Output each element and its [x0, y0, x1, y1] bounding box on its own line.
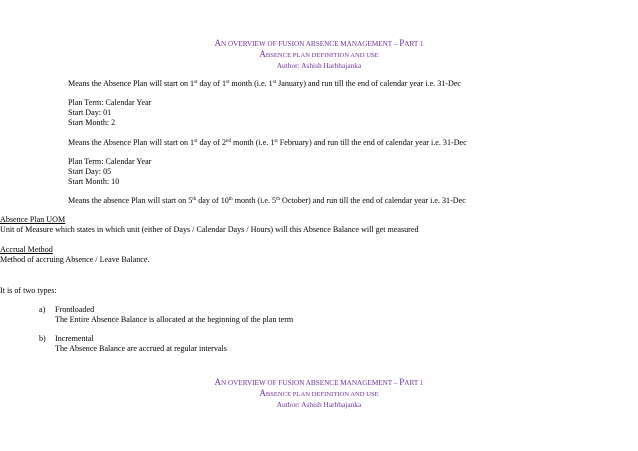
plan-start-paragraph-1: Means the Absence Plan will start on 1st day of 1st month (i.e. 1st January) and run till the end of calendar year i.e. 31-Dec	[68, 79, 462, 88]
header-author: Author: Ashish Harbhajanka	[276, 61, 362, 70]
list-item	[39, 305, 293, 325]
plan-term: Plan Term: Calendar Year	[68, 157, 152, 166]
header-subtitle: ABSENCE PLAN DEFINITION AND USE	[259, 49, 379, 59]
uom-section	[0, 215, 419, 235]
list-item-desc: The Absence Balance are accrued at regular intervals	[55, 344, 227, 353]
page-header-bottom	[0, 377, 638, 410]
list-item-name: Frontloaded	[55, 305, 95, 314]
types-intro: It is of two types:	[0, 286, 57, 295]
header-author: Author: Ashish Harbhajanka	[276, 400, 362, 409]
start-month: Start Month: 2	[68, 118, 116, 127]
uom-heading: Absence Plan UOM	[0, 215, 66, 224]
list-item-name: Incremental	[55, 334, 94, 343]
start-day: Start Day: 05	[68, 167, 112, 176]
accrual-section	[0, 245, 149, 265]
plan-term: Plan Term: Calendar Year	[68, 98, 152, 107]
header-title: AN OVERVIEW OF FUSION ABSENCE MANAGEMENT – PART 1	[214, 38, 424, 48]
header-subtitle: ABSENCE PLAN DEFINITION AND USE	[259, 388, 379, 398]
list-item	[39, 334, 227, 354]
header-title: AN OVERVIEW OF FUSION ABSENCE MANAGEMENT – PART 1	[214, 377, 424, 387]
list-item-label: b)	[39, 334, 46, 343]
plan-term-block-2	[68, 157, 151, 187]
start-month: Start Month: 10	[68, 177, 120, 186]
accrual-heading: Accrual Method	[0, 245, 53, 254]
list-item-label: a)	[39, 305, 46, 314]
plan-start-paragraph-3: Means the absence Plan will start on 5th day of 10th month (i.e. 5th October) and run till the end of calendar year i.e. 31-Dec	[68, 196, 466, 205]
page-header-top	[0, 38, 638, 71]
uom-text: Unit of Measure which states in which unit (either of Days / Calendar Days / Hours) will this Absence Balance will get measured	[0, 225, 419, 234]
plan-term-block-1	[68, 98, 151, 128]
accrual-text: Method of accruing Absence / Leave Balance.	[0, 255, 150, 264]
plan-start-paragraph-2: Means the Absence Plan will start on 1st day of 2nd month (i.e. 1st February) and run till the end of calendar year i.e. 31-Dec	[68, 138, 467, 147]
start-day: Start Day: 01	[68, 108, 112, 117]
list-item-desc: The Entire Absence Balance is allocated at the beginning of the plan term	[55, 315, 294, 324]
